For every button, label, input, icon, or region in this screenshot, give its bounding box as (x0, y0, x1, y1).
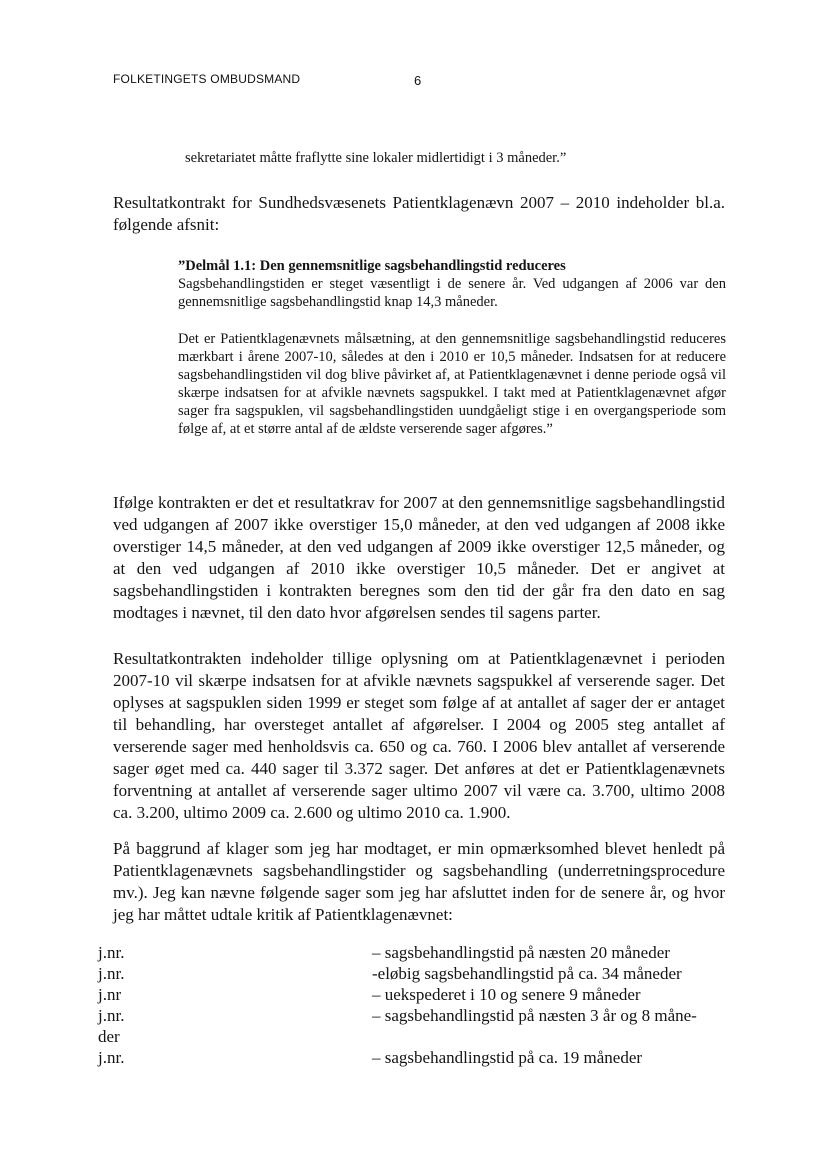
case-list (98, 943, 738, 1069)
paragraph-1: Resultatkontrakt for Sundhedsvæsenets Patientklagenævn 2007 – 2010 indeholder bl.a. følgende afsnit: (113, 193, 725, 234)
case-label: j.nr. (98, 1048, 125, 1067)
header-org: FOLKETINGETS OMBUDSMAND (113, 72, 301, 86)
case-label: j.nr (98, 985, 122, 1004)
block-quote-text-1: Sagsbehandlingstiden er steget væsentligt i de senere år. Ved udgangen af 2006 var den gennemsnitlige sagsbehandlingstid knap 14,3 måneder. (178, 276, 726, 310)
case-description: – uekspederet i 10 og senere 9 måneder (372, 985, 641, 1004)
case-description: – sagsbehandlingstid på næsten 20 måneder (372, 943, 670, 962)
case-label: j.nr. (98, 964, 125, 983)
case-label: j.nr. (98, 943, 125, 962)
block-quote-part-1 (178, 257, 726, 311)
paragraph-2: Ifølge kontrakten er det et resultatkrav for 2007 at den gennemsnitlige sagsbehandlingstid ved udgangen af 2007 ikke overstiger 15,0 måneder, at den ved udgangen af 2008 ikke overstiger 14,5 måneder, at den ved udgangen af 2009 ikke overstiger 12,5 måneder, og at den ved udgangen af 2010 ikke overstiger 10,5 måneder. Det er angivet at sagsbehandlingstiden i kontrakten beregnes som den tid der går fra den dato en sag modtages i nævnet, til den dato hvor afgørelsen sendes til sagens parter. (113, 493, 725, 622)
case-row (98, 1006, 738, 1048)
case-row (98, 964, 738, 985)
block-quote-text-2: Det er Patientklagenævnets målsætning, at den gennemsnitlige sagsbehandlingstid reduceres mærkbart i årene 2007-10, således at den i 2010 er 10,5 måneder. Indsatsen for at reducere sagsbehandlingstiden vil dog blive påvirket af, at Patientklagenævnet i denne periode også vil skærpe indsatsen for at afvikle nævnets sagspukkel. I takt med at Patientklagenævnet afgør sager fra sagspuklen, vil sagsbehandlingstiden uundgåeligt stige i en overgangsperiode som følge af, at et større antal af de ældste verserende sager afgøres.” (178, 331, 726, 437)
page-number: 6 (414, 73, 422, 88)
case-row (98, 1048, 738, 1069)
paragraph-4: På baggrund af klager som jeg har modtaget, er min opmærksomhed blevet henledt på Patientklagenævnets sagsbehandlingstider og sagsbehandling (underretningsprocedure mv.). Jeg kan nævne følgende sager som jeg har afsluttet inden for de senere år, og hvor jeg har måttet udtale kritik af Patientklagenævnet: (113, 839, 725, 924)
case-description-continuation: der (98, 1027, 120, 1046)
case-description: – sagsbehandlingstid på ca. 19 måneder (372, 1048, 643, 1067)
case-label: j.nr. (98, 1006, 125, 1025)
case-description: -eløbig sagsbehandlingstid på ca. 34 måneder (372, 964, 682, 983)
paragraph-3: Resultatkontrakten indeholder tillige oplysning om at Patientklagenævnet i perioden 2007-10 vil skærpe indsatsen for at afvikle nævnets sagspukkel af verserende sager. Det oplyses at sagspuklen siden 1999 er steget som følge af at antallet af sager der er antaget til behandling, har oversteget antallet af afgørelser. I 2004 og 2005 steg antallet af verserende sager med henholdsvis ca. 650 og ca. 760. I 2006 blev antallet af verserende sager øget med ca. 440 sager til 3.372 sager. Det anføres at det er Patientklagenævnets forventning at antallet af verserende sager ultimo 2007 vil være ca. 3.700, ultimo 2008 ca. 3.200, ultimo 2009 ca. 2.600 og ultimo 2010 ca. 1.900. (113, 649, 725, 822)
case-row (98, 943, 738, 964)
quote-tail: sekretariatet måtte fraflytte sine lokaler midlertidigt i 3 måneder.” (185, 150, 567, 166)
case-description: – sagsbehandlingstid på næsten 3 år og 8 måne- (372, 1006, 697, 1025)
case-row (98, 985, 738, 1006)
block-quote-heading: ”Delmål 1.1: Den gennemsnitlige sagsbehandlingstid reduceres (178, 258, 566, 274)
